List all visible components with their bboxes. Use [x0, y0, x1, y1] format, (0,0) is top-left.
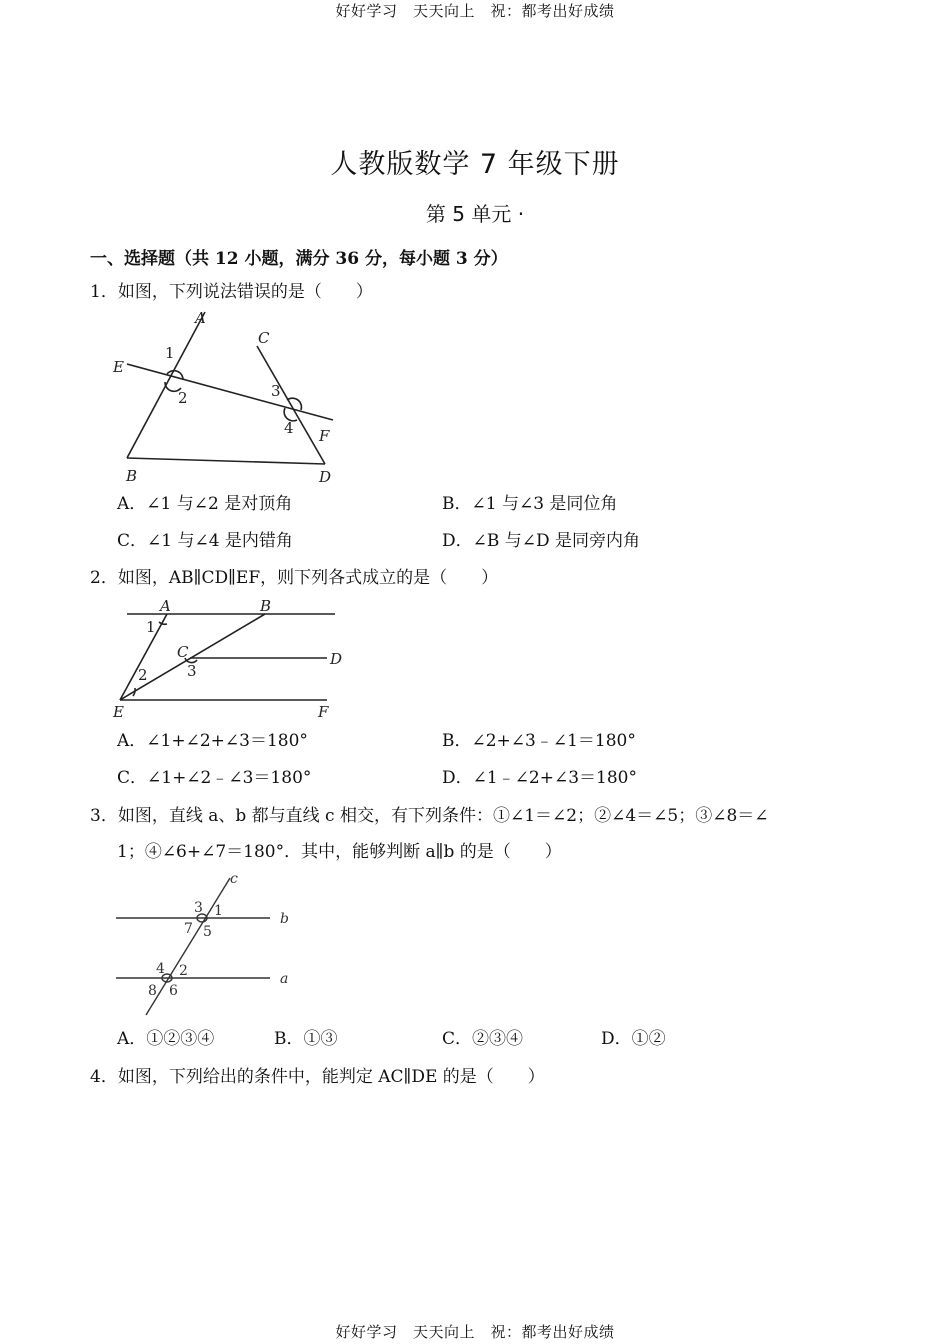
unit-subtitle: 第 5 单元 · — [425, 202, 525, 226]
label-a: A — [195, 309, 206, 327]
page-header: 好好学习 天天向上 祝：都考出好成绩 — [335, 2, 615, 20]
section-heading: 一、选择题（共 12 小题，满分 36 分，每小题 3 分） — [90, 249, 508, 269]
q3-option-d[interactable]: D．①② — [601, 1029, 666, 1049]
question-3-stem-line-1: 3．如图，直线 a、b 都与直线 c 相交，有下列条件：①∠1＝∠2；②∠4＝∠5；③∠8＝∠ — [90, 806, 769, 826]
q3-option-a[interactable]: A．①②③④ — [117, 1029, 215, 1049]
question-3-figure — [108, 870, 308, 1020]
line-cd — [257, 346, 325, 464]
question-4-stem: 4．如图，下列给出的条件中，能判定 AC∥DE 的是（ ） — [90, 1067, 545, 1087]
label-3: 3 — [187, 662, 197, 680]
label-1: 1 — [146, 618, 156, 636]
label-2: 2 — [179, 963, 188, 979]
label-3: 3 — [271, 382, 281, 400]
page-title: 人教版数学 7 年级下册 — [330, 149, 620, 180]
label-7: 7 — [184, 921, 193, 937]
question-2-stem: 2．如图，AB∥CD∥EF，则下列各式成立的是（ ） — [90, 568, 499, 588]
label-8: 8 — [148, 983, 157, 999]
label-f: F — [319, 427, 330, 445]
question-1-stem: 1．如图，下列说法错误的是（ ） — [90, 282, 373, 302]
label-c: C — [177, 643, 189, 661]
page-footer: 好好学习 天天向上 祝：都考出好成绩 — [335, 1323, 615, 1341]
segment-be — [120, 614, 265, 700]
label-2: 2 — [138, 666, 148, 684]
q1-option-a[interactable]: A．∠1 与∠2 是对顶角 — [117, 494, 293, 514]
label-b: B — [260, 597, 272, 615]
q3-option-b[interactable]: B．①③ — [274, 1029, 338, 1049]
label-d: D — [319, 468, 332, 486]
question-3-stem-line-2: 1；④∠6+∠7＝180°．其中，能够判断 a∥b 的是（ ） — [117, 842, 562, 862]
q3-option-c[interactable]: C．②③④ — [442, 1029, 524, 1049]
label-a: A — [160, 597, 171, 615]
line-bd — [127, 458, 325, 464]
label-e: E — [113, 358, 124, 376]
label-6: 6 — [169, 983, 178, 999]
label-b: b — [280, 911, 289, 927]
label-4: 4 — [156, 961, 165, 977]
label-1: 1 — [214, 903, 223, 919]
label-c: C — [258, 329, 270, 347]
q1-option-d[interactable]: D．∠B 与∠D 是同旁内角 — [442, 531, 641, 551]
line-ef — [127, 364, 333, 420]
q2-option-b[interactable]: B．∠2+∠3﹣∠1＝180° — [442, 731, 636, 751]
label-c: c — [230, 871, 238, 887]
q2-option-c[interactable]: C．∠1+∠2﹣∠3＝180° — [117, 768, 312, 788]
question-1-figure — [105, 306, 345, 488]
label-2: 2 — [178, 389, 188, 407]
label-3: 3 — [194, 900, 203, 916]
label-a: a — [280, 971, 289, 987]
label-1: 1 — [165, 344, 175, 362]
label-b: B — [126, 467, 138, 485]
label-d: D — [330, 650, 343, 668]
label-f: F — [318, 703, 329, 721]
q2-option-d[interactable]: D．∠1﹣∠2+∠3＝180° — [442, 768, 638, 788]
label-5: 5 — [203, 924, 212, 940]
label-e: E — [113, 703, 124, 721]
q2-option-a[interactable]: A．∠1+∠2+∠3＝180° — [117, 731, 308, 751]
segment-ae — [120, 614, 167, 700]
line-c — [146, 878, 230, 1015]
q1-option-b[interactable]: B．∠1 与∠3 是同位角 — [442, 494, 618, 514]
q1-option-c[interactable]: C．∠1 与∠4 是内错角 — [117, 531, 293, 551]
question-2-figure — [105, 596, 355, 724]
label-4: 4 — [284, 419, 294, 437]
